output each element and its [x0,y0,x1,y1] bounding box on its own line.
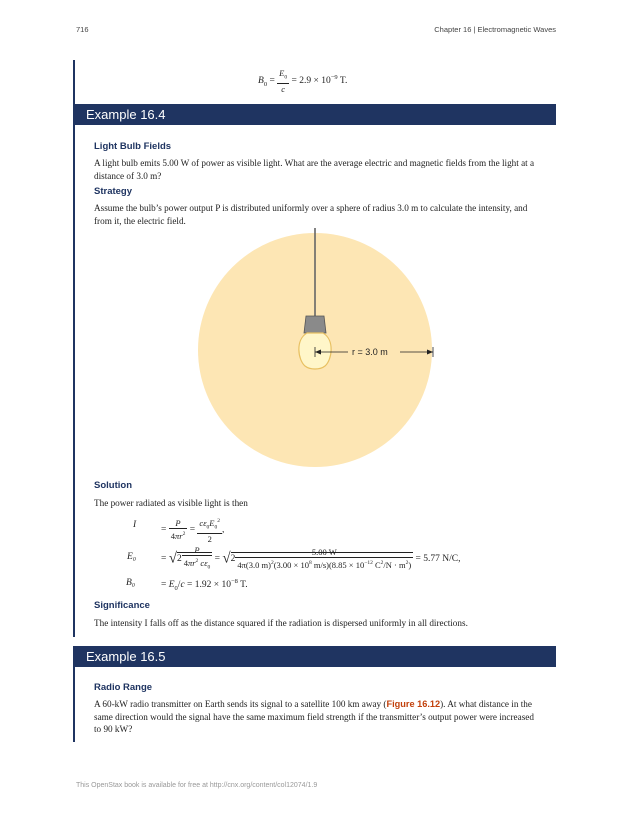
page-number: 716 [76,25,89,34]
equation-bfield-rhs: = $E_0/c = 1.92 \times 10^{-8}$ T. [161,578,248,593]
light-bulb-figure [190,228,440,473]
chapter-title: Chapter 16 | Electromagnetic Waves [434,25,556,34]
strategy-text: Assume the bulb’s power output P is distributed uniformly over a sphere of radius 3.0 m to calculate the intensity, and from it, the electric field. [94,203,528,226]
equation-efield-rhs: = √2 $\frac{P}{4\pi r^2 c\varepsilon_0}$ = √2 $\frac{5.00 W}{4\pi(3.0 m)^2(3.00 \times 10^8 m/s)(8.85 \times 10^{-12} C^2/N \cdot m^2)}$ = 5.77 N/C, [161,545,461,571]
strategy-heading: Strategy [94,186,133,197]
equation-intensity [133,520,136,530]
example-16-5-banner: Example 16.5 [73,646,556,667]
eq-lhs: E₀ [127,552,137,562]
problem-statement: A 60-kW radio transmitter on Earth sends its signal to a satellite 100 km away (Figure 16.12). At what distance in the same direction would the signal have the same maximum field strength if the transmitter’s output power were increased to 90 kW? [94,699,534,734]
equation-bfield [126,578,135,588]
equation-intensity-rhs: = $\frac{P}{4\pi r^2}$ = $\frac{c\varepsilon_0E_0^2}{2}$ , [161,517,225,544]
footer-note: This OpenStax book is available for free at http://cnx.org/content/col12074/1.9 [76,782,318,789]
radius-label: r = 3.0 m [352,347,388,357]
example-side-bar [73,60,75,104]
significance-heading: Significance [94,600,150,611]
problem-statement: A light bulb emits 5.00 W of power as visible light. What are the average electric and magnetic fields from the light at a distance of 3.0 m? [94,158,535,181]
solution-heading: Solution [94,480,132,491]
example-title: Radio Range [94,682,153,693]
solution-intro: The power radiated as visible light is then [94,498,248,508]
example-side-bar [73,667,75,742]
example-16-4-banner: Example 16.4 [73,104,556,125]
eq-lhs: B₀ [126,578,136,588]
bulb-socket [304,316,326,333]
example-title: Light Bulb Fields [94,141,172,152]
significance-text: The intensity I falls off as the distance squared if the radiation is dispersed uniformly in all directions. [94,618,468,628]
example-side-bar [73,125,75,637]
eq-lhs: I [133,520,137,530]
equation-efield [127,552,136,562]
top-equation: $B_0$ = $\frac{E_0}{c}$ = $2.9 \times 10^{-9}$ T. [258,68,348,94]
figure-link[interactable]: Figure 16.12 [386,699,441,709]
